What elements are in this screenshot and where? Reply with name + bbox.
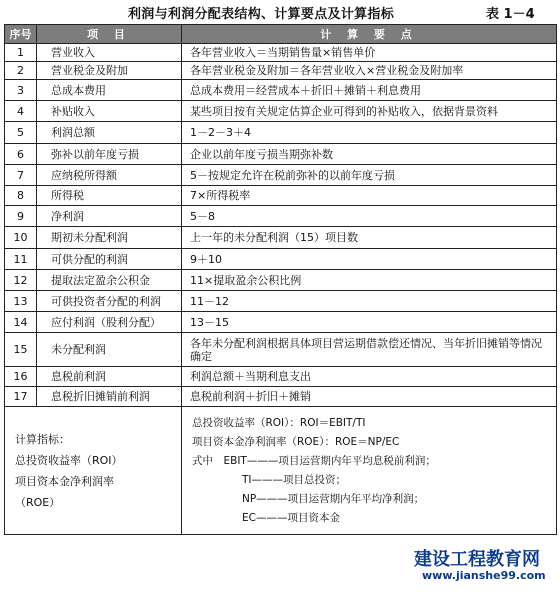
header-item: 项 目 — [37, 25, 182, 44]
row-calc: 各年营业税金及附加＝各年营业收入×营业税金及附加率 — [182, 62, 557, 80]
row-item: 应纳税所得额 — [37, 165, 182, 186]
row-number: 13 — [5, 291, 37, 312]
table-row — [5, 165, 557, 186]
table-row — [5, 122, 557, 144]
row-item: 可供分配的利润 — [37, 249, 182, 270]
row-item: 应付利润（股利分配） — [37, 312, 182, 333]
row-calc: 息税前利润＋折旧＋摊销 — [182, 387, 557, 407]
indicator-label: （ROE） — [15, 495, 61, 509]
row-item: 总成本费用 — [37, 80, 182, 101]
row-number: 15 — [5, 333, 37, 367]
row-item: 弥补以前年度亏损 — [37, 144, 182, 165]
row-calc: 上一年的未分配利润（15）项目数 — [182, 227, 557, 249]
table-row — [5, 227, 557, 249]
watermark-url: www.jianshe99.com — [422, 569, 546, 582]
table-row — [5, 44, 557, 62]
row-number: 11 — [5, 249, 37, 270]
indicators-right — [182, 407, 557, 535]
row-number: 3 — [5, 80, 37, 101]
row-calc: 1－2－3＋4 — [182, 122, 557, 144]
row-number: 1 — [5, 44, 37, 62]
row-number: 14 — [5, 312, 37, 333]
row-item: 所得税 — [37, 186, 182, 206]
row-calc: 5－按规定允许在税前弥补的以前年度亏损 — [182, 165, 557, 186]
row-item: 未分配利润 — [37, 333, 182, 367]
row-calc: 各年营业收入＝当期销售量×销售单价 — [182, 44, 557, 62]
table-row — [5, 367, 557, 387]
table-row — [5, 144, 557, 165]
row-number: 6 — [5, 144, 37, 165]
table-row — [5, 387, 557, 407]
indicator-formula: 总投资收益率（ROI）：ROI＝EBIT/TI — [192, 416, 366, 429]
row-item: 息税折旧摊销前利润 — [37, 387, 182, 407]
row-item: 营业税金及附加 — [37, 62, 182, 80]
table-row — [5, 80, 557, 101]
indicator-formula: 式中 EBIT———项目运营期内年平均息税前利润； — [192, 454, 436, 467]
table-row — [5, 291, 557, 312]
table-row — [5, 333, 557, 367]
row-number: 17 — [5, 387, 37, 407]
header-calc: 计 算 要 点 — [182, 25, 557, 44]
row-calc: 总成本费用＝经营成本＋折旧＋摊销＋利息费用 — [182, 80, 557, 101]
indicators-left — [5, 407, 182, 535]
profit-table — [4, 24, 557, 535]
row-calc: 11－12 — [182, 291, 557, 312]
row-number: 7 — [5, 165, 37, 186]
indicator-formula: NP———项目运营期内年平均净利润； — [242, 492, 425, 505]
table-row — [5, 186, 557, 206]
row-calc: 9＋10 — [182, 249, 557, 270]
row-calc: 各年未分配利润根据具体项目营运期借款偿还情况、当年折旧摊销等情况确定 — [182, 333, 557, 367]
watermark-name: 建设工程教育网 — [414, 549, 540, 570]
row-number: 5 — [5, 122, 37, 144]
table-row — [5, 206, 557, 227]
row-number: 9 — [5, 206, 37, 227]
row-calc: 7×所得税率 — [182, 186, 557, 206]
indicator-formula: EC———项目资本金 — [242, 511, 340, 524]
row-number: 16 — [5, 367, 37, 387]
table-row — [5, 270, 557, 291]
indicator-formula: TI———项目总投资； — [242, 473, 347, 486]
indicator-label: 总投资收益率（ROI） — [15, 453, 123, 467]
row-calc: 5－8 — [182, 206, 557, 227]
table-number: 表 1－4 — [486, 7, 535, 22]
table-row — [5, 249, 557, 270]
indicator-formula: 项目资本金净利润率（ROE）：ROE＝NP/EC — [192, 435, 400, 448]
row-calc: 13－15 — [182, 312, 557, 333]
table-title: 利润与利润分配表结构、计算要点及计算指标 — [128, 7, 395, 22]
row-item: 利润总额 — [37, 122, 182, 144]
row-number: 10 — [5, 227, 37, 249]
table-header-row — [5, 25, 557, 44]
row-calc: 某些项目按有关规定估算企业可得到的补贴收入，依据背景资料 — [182, 101, 557, 122]
row-item: 净利润 — [37, 206, 182, 227]
indicators-row — [5, 407, 557, 535]
table-row — [5, 101, 557, 122]
row-item: 期初未分配利润 — [37, 227, 182, 249]
row-item: 息税前利润 — [37, 367, 182, 387]
row-calc: 11×提取盈余公积比例 — [182, 270, 557, 291]
row-item: 可供投资者分配的利润 — [37, 291, 182, 312]
row-item: 提取法定盈余公积金 — [37, 270, 182, 291]
row-calc: 利润总额＋当期利息支出 — [182, 367, 557, 387]
watermark-logo — [408, 543, 558, 589]
table-row — [5, 312, 557, 333]
indicator-label: 计算指标： — [15, 432, 70, 446]
row-number: 12 — [5, 270, 37, 291]
row-calc: 企业以前年度亏损当期弥补数 — [182, 144, 557, 165]
table-title-bar — [0, 3, 560, 23]
header-no: 序号 — [5, 25, 37, 44]
row-number: 4 — [5, 101, 37, 122]
indicator-label: 项目资本金净利润率 — [15, 474, 114, 488]
row-number: 2 — [5, 62, 37, 80]
row-item: 补贴收入 — [37, 101, 182, 122]
row-item: 营业收入 — [37, 44, 182, 62]
table-row — [5, 62, 557, 80]
row-number: 8 — [5, 186, 37, 206]
